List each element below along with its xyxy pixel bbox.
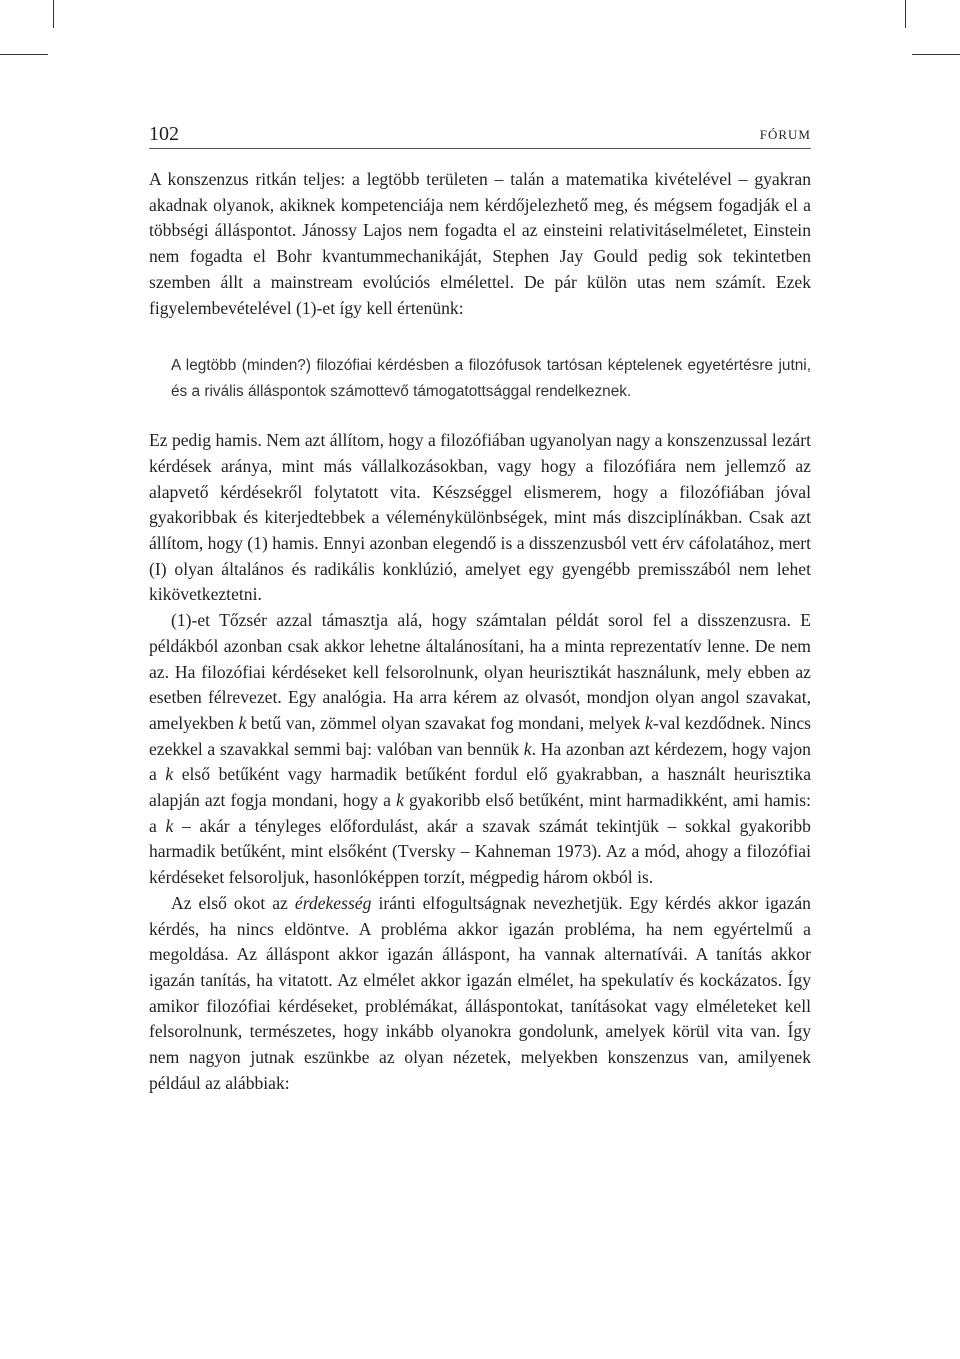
page-header — [149, 122, 811, 149]
crop-mark-top-left — [53, 0, 54, 28]
text-run: A konszenzus ritkán teljes: a legtöbb területen – talán a matematika kivételével – gyakran akadnak olyanok, akiknek kompetenciája nem kérdőjelezhető meg, és mégsem fogadják el a többségi álláspontot. Jánossy Lajos nem fogadta el az einsteini relativitáselméletet, Einstein nem fogadta el Bohr kvantummechanikáját, Stephen Jay Gould pedig sok tekintetben szemben állt a mainstream evolúciós elmélettel. De pár külön utas nem számít. Ezek figyelembevételével (1)-et így kell értenünk: — [149, 169, 811, 318]
paragraph-3 — [149, 608, 811, 891]
crop-mark-top-right — [905, 0, 906, 28]
emphasis-text: k — [396, 790, 404, 811]
emphasis-text: k — [165, 764, 174, 785]
quoted-statement: A legtöbb (minden?) filozófiai kérdésben a filozófusok tartósan képtelenek egyetértésre jutni, és a rivális álláspontok számottevő támogatottsággal rendelkeznek. — [171, 357, 811, 400]
page-number: 102 — [149, 123, 179, 145]
emphasis-text: k — [645, 712, 653, 733]
crop-mark-right — [912, 54, 960, 55]
paragraph-2 — [149, 428, 811, 608]
text-run: iránti elfogultságnak nevezhetjük. Egy kérdés akkor igazán kérdés, ha nincs eldöntve. A probléma akkor igazán probléma, ha nem egyértelmű a megoldása. Az álláspont akkor igazán álláspont, ha vannak alternatívái. A tanítás akkor igazán tanítás, ha vitatott. Az elmélet akkor igazán elmélet, ha spekulatív és kockázatos. Így amikor filozófiai kérdéseket, problémákat, álláspontokat, tanításokat vagy elméleteket kell felsorolnunk, természetes, hogy inkább olyanokra gondolunk, amelyek körül vita van. Így nem nagyon jutnak eszünkbe az olyan nézetek, melyekben konszenzus van, amilyenek például az alábbiak: — [149, 892, 811, 1093]
running-head: FÓRUM — [759, 127, 811, 142]
text-run: (1)-et Tőzsér azzal támasztja alá, hogy számtalan példát sorol fel a disszenzusra. E példákból azonban csak akkor lehetne általánosítani, ha a minta reprezentatív lenne. De nem az. Ha filozófiai kérdéseket kell felsorolnunk, olyan heurisztikát használunk, mely ebben az esetben félrevezet. Egy analógia. Ha arra kérem az olvasót, mondjon olyan angol szavakat, amelyekben — [149, 610, 811, 733]
text-run: – akár a tényleges előfordulást, akár a szavak számát tekintjük – sokkal gyakoribb harmadik betűként, mint elsőként (Tversky – Kahneman 1973). Az a mód, ahogy a filozófiai kérdéseket felsoroljuk, hasonlóképpen torzít, mégpedig három okból is. — [149, 815, 811, 888]
emphasis-text: k — [165, 815, 174, 836]
page-body — [149, 167, 811, 1097]
emphasis-text: k — [523, 738, 532, 759]
text-run: Az első okot az — [171, 892, 295, 913]
text-run: -val kezdődnek. Nincs ezekkel a szavakkal semmi baj: valóban van bennük — [149, 712, 811, 759]
text-run: első betűként vagy harmadik betűként fordul elő gyakrabban, a használt heurisztika alapján azt fogja mondani, hogy a — [149, 764, 812, 811]
text-run: gyakoribb első betűként, mint harmadikként, ami hamis: a — [149, 790, 811, 836]
paragraph-4 — [149, 891, 811, 1097]
emphasis-text: k — [238, 712, 247, 733]
text-run: . Ha azonban azt kérdezem, hogy vajon a — [149, 738, 811, 785]
paragraph-1 — [149, 167, 811, 321]
text-run: Ez pedig hamis. Nem azt állítom, hogy a filozófiában ugyanolyan nagy a konszenzussal lezárt kérdések aránya, mint más vállalkozásokban, vagy hogy a filozófiára nem jellemző az alapvető kérdésekről folytatott vita. Készséggel elismerem, hogy a filozófiában jóval gyakoribbak és kiterjedtebbek a véleménykülönbségek, mint más diszciplínákban. Csak azt állítom, hogy (1) hamis. Ennyi azonban elegendő is a disszenzusból vett érv cáfolatához, mert (I) olyan általános és radikális konklúzió, amelyet egy gyengébb premisszából nem lehet kikövetkeztetni. — [149, 430, 811, 605]
emphasis-text: érdekesség — [294, 892, 372, 913]
crop-mark-left — [0, 54, 48, 55]
text-run: betű van, zömmel olyan szavakat fog mondani, melyek — [246, 712, 646, 733]
